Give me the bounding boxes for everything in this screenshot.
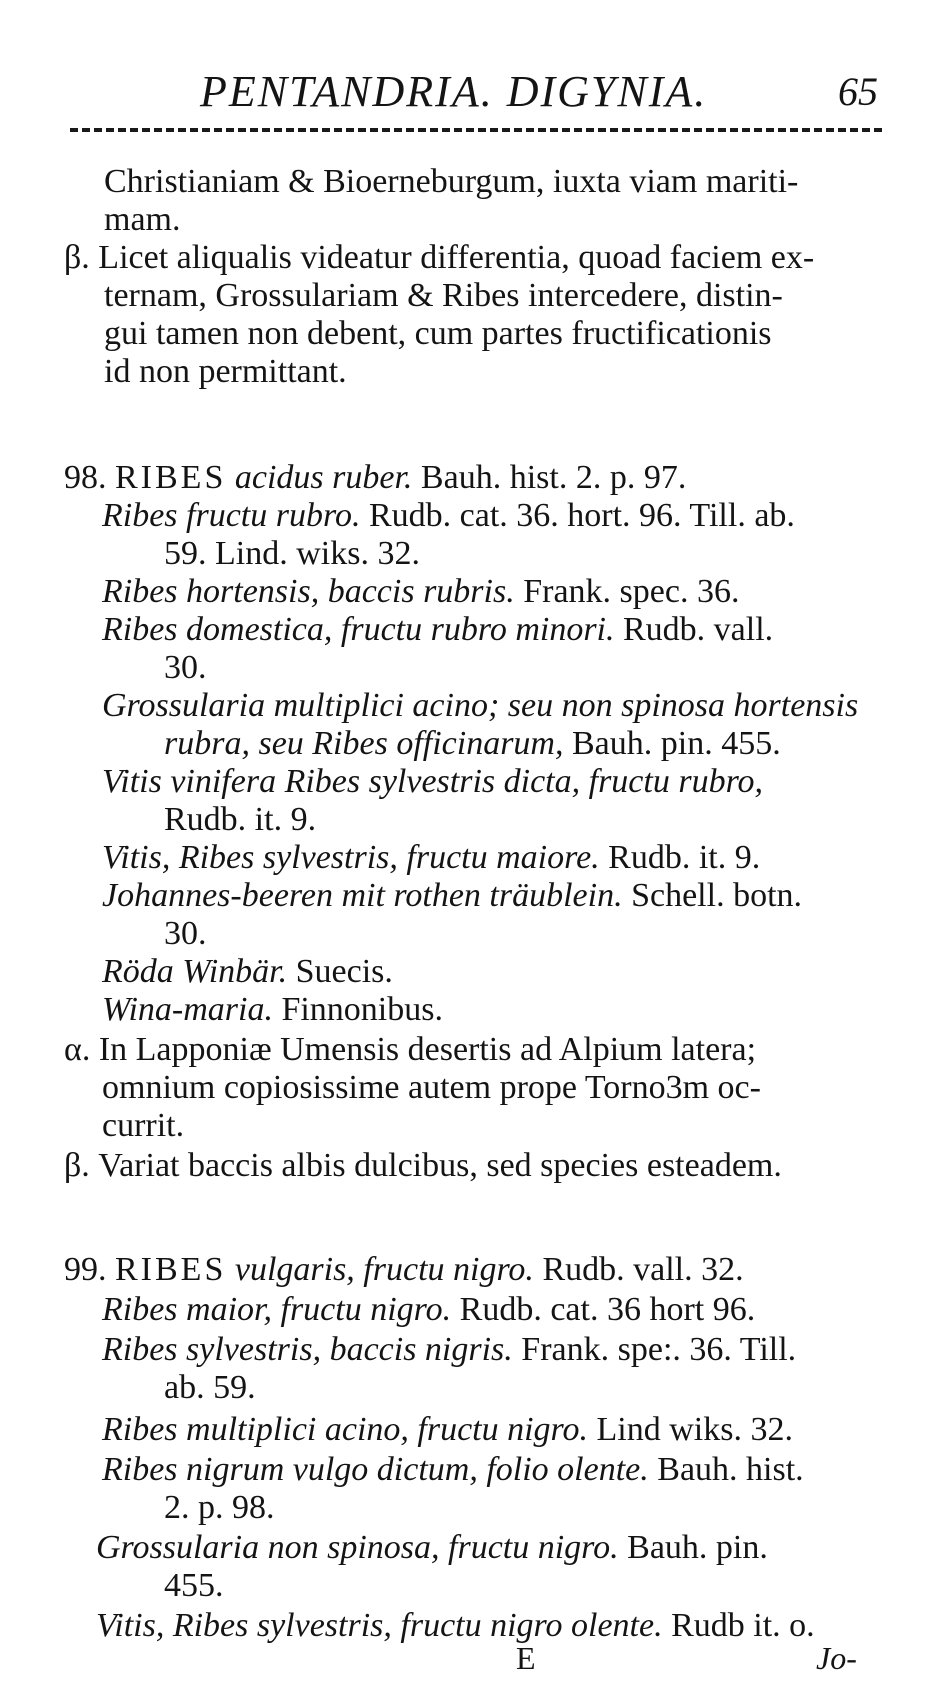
synonym-ref: Bauh. pin.: [627, 1529, 768, 1566]
synonym-name: Ribes hortensis, baccis rubris.: [102, 573, 515, 610]
synonym-line: [102, 838, 760, 878]
synonym-name: Ribes nigrum vulgo dictum, folio olente.: [102, 1451, 649, 1488]
note-line: α. In Lapponiæ Umensis desertis ad Alpium latera;: [64, 1031, 757, 1068]
species-epithet: acidus ruber.: [234, 459, 413, 496]
synonym-ref: 30.: [164, 915, 207, 952]
synonym-line: [164, 1368, 256, 1408]
reference: Rudb. vall. 32.: [542, 1251, 744, 1288]
synonym-ref: 455.: [164, 1567, 224, 1604]
synonym-ref: 59. Lind. wiks. 32.: [164, 535, 420, 572]
running-head: PENTANDRIA. DIGYNIA.: [200, 67, 708, 116]
synonym-line: [102, 876, 802, 916]
synonym-line: [102, 1450, 804, 1490]
synonym-name: Ribes maior, fructu nigro.: [102, 1291, 452, 1328]
genus-name: RIBES: [115, 459, 227, 496]
synonym-ref: Bauh. hist.: [657, 1451, 804, 1488]
synonym-name: Ribes sylvestris, baccis nigris.: [102, 1331, 513, 1368]
synonym-ref: Rudb. cat. 36 hort 96.: [459, 1291, 756, 1328]
signature-mark: E: [516, 1640, 536, 1676]
synonym-name: Grossularia multiplici acino; seu non spinosa hortensis: [102, 687, 859, 724]
synonym-line: [164, 724, 781, 764]
synonym-ref: Frank. spe:. 36. Till.: [521, 1331, 797, 1368]
synonym-name: Vitis vinifera Ribes sylvestris dicta, fructu rubro,: [102, 763, 764, 800]
text-line: ternam, Grossulariam & Ribes intercedere, distin-: [104, 277, 783, 314]
synonym-name: Wina-maria.: [102, 991, 273, 1028]
entry-98-heading: [64, 458, 686, 498]
synonym-line: [102, 610, 773, 650]
entry-number: 99.: [64, 1251, 107, 1288]
text-line: mam.: [104, 201, 181, 238]
synonym-line: [102, 762, 763, 802]
page-number: 65: [838, 69, 878, 114]
synonym-name: Ribes domestica, fructu rubro minori.: [102, 611, 615, 648]
note-line: β. Variat baccis albis dulcibus, sed species esteadem.: [64, 1147, 782, 1184]
synonym-name: Röda Winbär.: [102, 953, 288, 990]
synonym-name: Johannes-beeren mit rothen träublein.: [102, 877, 623, 914]
text-line: Christianiam & Bioerneburgum, iuxta viam mariti-: [104, 163, 799, 200]
genus-name: RIBES: [115, 1251, 227, 1288]
synonym-name: Ribes multiplici acino, fructu nigro.: [102, 1411, 589, 1448]
text-line: id non permittant.: [104, 353, 347, 390]
synonym-ref: Lind wiks. 32.: [596, 1411, 793, 1448]
species-epithet: vulgaris, fructu nigro.: [234, 1251, 534, 1288]
synonym-line: [102, 496, 795, 536]
synonym-ref: Rudb. it. 9.: [608, 839, 761, 876]
synonym-name: rubra, seu Ribes officinarum,: [164, 725, 564, 762]
synonym-ref: 30.: [164, 649, 207, 686]
synonym-ref: Rudb. vall.: [623, 611, 774, 648]
synonym-line: [102, 572, 739, 612]
synonym-line: [102, 1290, 755, 1330]
synonym-ref: Frank. spec. 36.: [523, 573, 740, 610]
synonym-line: [102, 686, 858, 726]
synonym-ref: Rudb. it. 9.: [164, 801, 317, 838]
synonym-ref: 2. p. 98.: [164, 1489, 275, 1526]
text-line: gui tamen non debent, cum partes fructificationis: [104, 315, 772, 352]
entry-number: 98.: [64, 459, 107, 496]
synonym-ref: Bauh. pin. 455.: [571, 725, 781, 762]
synonym-line: [96, 1528, 768, 1568]
synonym-line: [164, 1488, 275, 1528]
text-line: β. Licet aliqualis videatur differentia, quoad faciem ex-: [64, 239, 815, 276]
synonym-name: Ribes fructu rubro.: [102, 497, 361, 534]
synonym-line: [164, 534, 420, 574]
synonym-line: [96, 1606, 815, 1646]
header-rule: [70, 128, 882, 132]
synonym-line: [164, 648, 207, 688]
synonym-ref: Rudb. cat. 36. hort. 96. Till. ab.: [368, 497, 795, 534]
synonym-line: [102, 1410, 793, 1450]
catchword: Jo-: [816, 1640, 857, 1676]
synonym-name: Vitis, Ribes sylvestris, fructu maiore.: [102, 839, 600, 876]
synonym-ref: Suecis.: [295, 953, 393, 990]
reference: Bauh. hist. 2. p. 97.: [420, 459, 687, 496]
synonym-line: [102, 990, 443, 1030]
synonym-line: [102, 952, 393, 992]
synonym-name: Grossularia non spinosa, fructu nigro.: [96, 1529, 619, 1566]
entry-99-heading: [64, 1250, 744, 1290]
page-header: [70, 66, 890, 116]
synonym-line: [164, 1566, 224, 1606]
synonym-ref: Rudb it. o.: [671, 1607, 815, 1644]
synonym-ref: Schell. botn.: [631, 877, 803, 914]
synonym-line: [164, 914, 207, 954]
synonym-name: Vitis, Ribes sylvestris, fructu nigro olente.: [96, 1607, 663, 1644]
synonym-ref: ab. 59.: [164, 1369, 256, 1406]
synonym-line: [164, 800, 316, 840]
note-line: currit.: [102, 1107, 185, 1144]
synonym-line: [102, 1330, 796, 1370]
synonym-ref: Finnonibus.: [281, 991, 443, 1028]
note-line: omnium copiosissime autem prope Torno3m oc-: [102, 1069, 761, 1106]
